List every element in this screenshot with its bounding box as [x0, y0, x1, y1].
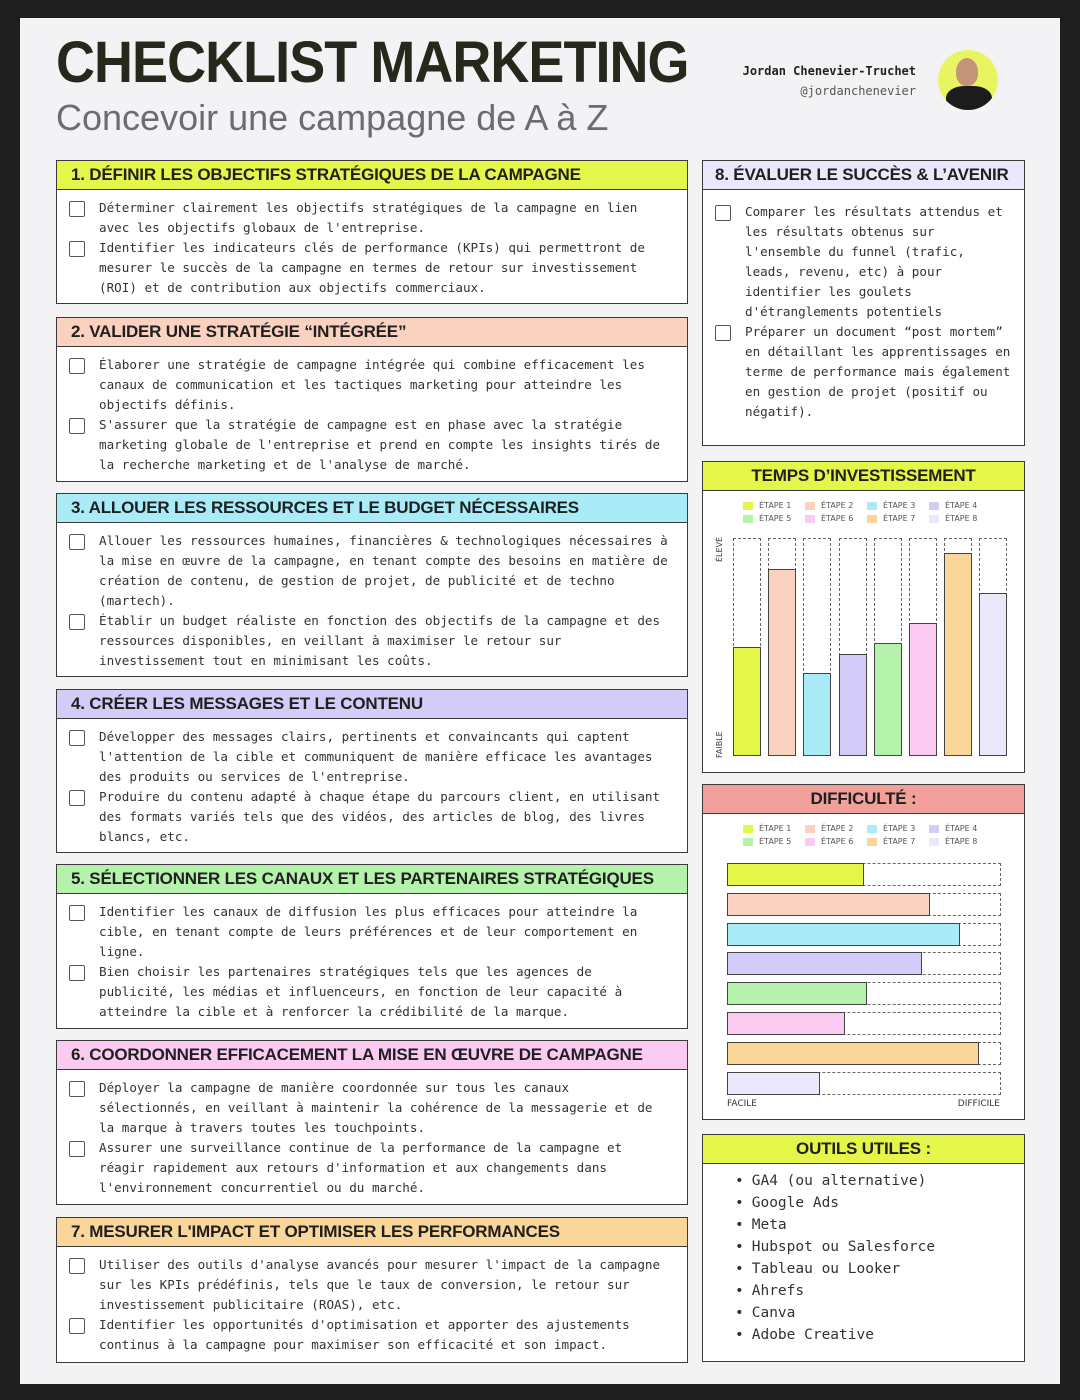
legend-item	[929, 514, 991, 523]
checklist-item-text: Établir un budget réaliste en fonction des objectifs de la campagne et des ressources disponibles, en veillant à maximiser le retour sur investissement tout en minimisant les coûts.	[99, 613, 661, 668]
legend-item	[805, 824, 867, 833]
time-investment-chart-card	[702, 461, 1025, 773]
section-6-title: 6. COORDONNER EFFICACEMENT LA MISE EN ŒUVRE DE CAMPAGNE	[57, 1041, 687, 1070]
bar-track	[727, 1072, 1001, 1095]
legend-item	[929, 501, 991, 510]
checklist-item-text: S'assurer que la stratégie de campagne est en phase avec la stratégie marketing globale de l'entreprise et prend en compte les insights tirés de la recherche marketing et de l'analyse de marché.	[99, 417, 661, 472]
legend-label: ÉTAPE 1	[759, 501, 792, 510]
bar	[909, 623, 937, 756]
y-axis-label-low: FAIBLE	[715, 731, 724, 758]
checklist-item-text: Assurer une surveillance continue de la performance de la campagne et réagir rapidement aux retours d'information et aux changements dans l'environnement concurrentiel ou du marché.	[99, 1140, 623, 1195]
legend-item	[743, 824, 805, 833]
checkbox[interactable]	[69, 241, 85, 257]
legend-item	[929, 837, 991, 846]
section-1-title: 1. DÉFINIR LES OBJECTIFS STRATÉGIQUES DE LA CAMPAGNE	[57, 161, 687, 190]
checklist-item-text: Comparer les résultats attendus et les résultats obtenus sur l'ensemble du funnel (trafic, leads, revenu, etc) à pour identifier les goulets d'étranglements potentiels	[745, 204, 1003, 319]
checklist-item-text: Préparer un document “post mortem” en détaillant les apprentissages en terme de performance mais également en gestion de projet (positif ou négatif).	[745, 324, 1011, 419]
checklist-item	[69, 1078, 675, 1138]
checklist-item	[69, 1315, 675, 1355]
legend-item	[805, 514, 867, 523]
legend-label: ÉTAPE 7	[883, 514, 916, 523]
legend-label: ÉTAPE 4	[945, 824, 978, 833]
legend-swatch	[743, 838, 753, 846]
tools-title: OUTILS UTILES :	[703, 1135, 1024, 1164]
bar	[727, 982, 867, 1005]
section-7-card	[56, 1217, 688, 1363]
chart-title: DIFFICULTÉ :	[703, 785, 1024, 814]
chart-legend	[703, 491, 1024, 523]
bar	[733, 647, 761, 756]
checklist-item	[69, 611, 675, 671]
bar	[727, 863, 864, 886]
section-5-card	[56, 864, 688, 1029]
legend-swatch	[929, 502, 939, 510]
legend-item	[743, 837, 805, 846]
checkbox[interactable]	[69, 905, 85, 921]
bar	[768, 569, 796, 756]
checkbox[interactable]	[69, 790, 85, 806]
bar-track	[979, 538, 1007, 756]
bar-track	[727, 1012, 1001, 1035]
checklist-item	[69, 962, 675, 1022]
checkbox[interactable]	[715, 205, 731, 221]
legend-label: ÉTAPE 3	[883, 501, 916, 510]
bar-track	[727, 863, 1001, 886]
x-axis-label-low: FACILE	[727, 1099, 757, 1109]
checkbox[interactable]	[69, 614, 85, 630]
author-block	[743, 64, 916, 98]
section-3-card	[56, 493, 688, 677]
legend-swatch	[805, 502, 815, 510]
legend-label: ÉTAPE 5	[759, 514, 792, 523]
legend-label: ÉTAPE 1	[759, 824, 792, 833]
bar	[727, 1072, 820, 1095]
checklist-item	[69, 902, 675, 962]
legend-item	[867, 837, 929, 846]
bar	[944, 553, 972, 756]
checklist-item-text: Identifier les indicateurs clés de performance (KPIs) qui permettront de mesurer le succès de la campagne en termes de retour sur investissement (ROI) et de contribution aux objectifs commerciaux.	[99, 240, 645, 295]
x-axis-label-high: DIFFICILE	[957, 1099, 1000, 1109]
legend-label: ÉTAPE 2	[821, 824, 854, 833]
bar-track	[733, 538, 761, 756]
checkbox[interactable]	[69, 418, 85, 434]
tool-item: • Tableau ou Looker	[735, 1258, 1024, 1280]
section-8-title: 8. ÉVALUER LE SUCCÈS & L’AVENIR	[703, 161, 1024, 190]
bar	[803, 673, 831, 756]
checkbox[interactable]	[69, 1258, 85, 1274]
legend-swatch	[867, 838, 877, 846]
checklist-item-text: Produire du contenu adapté à chaque étape du parcours client, en utilisant des formats variés tels que des vidéos, des articles de blog, des livres blancs, etc.	[99, 789, 661, 844]
legend-item	[867, 514, 929, 523]
checklist-item-text: Utiliser des outils d'analyse avancés pour mesurer l'impact de la campagne sur les KPIs prédéfinis, tels que le taux de conversion, le retour sur investissement publicitaire (ROAS), etc.	[99, 1257, 661, 1312]
checklist-item	[69, 1138, 675, 1198]
section-8-card	[702, 160, 1025, 446]
checkbox[interactable]	[69, 1141, 85, 1157]
tools-list	[703, 1164, 1024, 1346]
legend-item	[805, 837, 867, 846]
bar-track	[768, 538, 796, 756]
section-3-title: 3. ALLOUER LES RESSOURCES ET LE BUDGET NÉCESSAIRES	[57, 494, 687, 523]
legend-swatch	[805, 825, 815, 833]
y-axis-label-high: ÉLEVÉ	[715, 536, 724, 562]
bar-track	[727, 952, 1001, 975]
checklist-item-text: Identifier les opportunités d'optimisation et apporter des ajustements continus à la campagne pour maximiser son efficacité et son impact.	[99, 1317, 630, 1352]
legend-label: ÉTAPE 8	[945, 837, 978, 846]
bar	[727, 1042, 979, 1065]
checklist-item	[715, 322, 1012, 422]
section-2-card	[56, 317, 688, 482]
section-6-card	[56, 1040, 688, 1205]
author-name: Jordan Chenevier-Truchet	[742, 64, 916, 78]
legend-swatch	[929, 838, 939, 846]
section-7-title: 7. MESURER L'IMPACT ET OPTIMISER LES PERFORMANCES	[57, 1218, 687, 1247]
checklist-item	[69, 787, 675, 847]
legend-swatch	[805, 838, 815, 846]
avatar-head-shape	[956, 58, 978, 86]
bar	[839, 654, 867, 756]
legend-swatch	[929, 515, 939, 523]
bar-track	[944, 538, 972, 756]
bar	[979, 593, 1007, 757]
legend-item	[867, 501, 929, 510]
section-1-card	[56, 160, 688, 304]
bar-track	[727, 982, 1001, 1005]
bar-track	[874, 538, 902, 756]
checkbox[interactable]	[715, 325, 731, 341]
checklist-item-text: Bien choisir les partenaires stratégiques tels que les agences de publicité, les médias et influenceurs, en fonction de leur capacité à atteindre la cible et à renforcer la crédibilité de la marque.	[99, 964, 623, 1019]
legend-label: ÉTAPE 2	[821, 501, 854, 510]
checkbox[interactable]	[69, 1318, 85, 1334]
checklist-item	[69, 355, 675, 415]
legend-item	[805, 501, 867, 510]
checkbox[interactable]	[69, 1081, 85, 1097]
bar	[727, 923, 960, 946]
checklist-item	[69, 727, 675, 787]
checklist-item	[69, 238, 675, 298]
section-4-card	[56, 689, 688, 853]
chart-legend	[703, 814, 1024, 846]
bar	[727, 1012, 845, 1035]
tool-item: • GA4 (ou alternative)	[735, 1170, 1024, 1192]
legend-swatch	[929, 825, 939, 833]
legend-label: ÉTAPE 5	[759, 837, 792, 846]
bar	[727, 893, 930, 916]
page-title: CHECKLIST MARKETING	[56, 30, 689, 95]
bar	[727, 952, 922, 975]
checkbox[interactable]	[69, 730, 85, 746]
bar-track	[727, 1042, 1001, 1065]
checklist-item-text: Développer des messages clairs, pertinents et convaincants qui captent l'attention de la cible et communiquent de manière efficace les avantages des produits ou services de l'entreprise.	[99, 729, 653, 784]
legend-swatch	[867, 825, 877, 833]
legend-item	[867, 824, 929, 833]
tool-item: • Canva	[735, 1302, 1024, 1324]
checklist-item	[69, 415, 675, 475]
legend-label: ÉTAPE 7	[883, 837, 916, 846]
checkbox[interactable]	[69, 358, 85, 374]
bar-track	[839, 538, 867, 756]
checklist-item-text: Déployer la campagne de manière coordonnée sur tous les canaux sélectionnés, en veillant à maintenir la cohérence de la messagerie et de la marque à travers toutes les touchpoints.	[99, 1080, 653, 1135]
legend-item	[743, 501, 805, 510]
bar-track	[727, 893, 1001, 916]
legend-swatch	[867, 515, 877, 523]
legend-label: ÉTAPE 3	[883, 824, 916, 833]
tool-item: • Meta	[735, 1214, 1024, 1236]
tool-item: • Adobe Creative	[735, 1324, 1024, 1346]
legend-item	[743, 514, 805, 523]
checklist-item-text: Déterminer clairement les objectifs stratégiques de la campagne en lien avec les objectifs globaux de l'entreprise.	[99, 200, 638, 235]
bar-track	[803, 538, 831, 756]
page-subtitle: Concevoir une campagne de A à Z	[56, 97, 609, 138]
legend-swatch	[743, 825, 753, 833]
legend-item	[929, 824, 991, 833]
legend-swatch	[867, 502, 877, 510]
checklist-item	[715, 202, 1012, 322]
avatar-body-shape	[946, 86, 992, 110]
legend-label: ÉTAPE 4	[945, 501, 978, 510]
checklist-item-text: Élaborer une stratégie de campagne intégrée qui combine efficacement les canaux de communication et les tactiques marketing pour atteindre les objectifs définis.	[99, 357, 645, 412]
legend-label: ÉTAPE 6	[821, 514, 854, 523]
bar	[874, 643, 902, 756]
bar-track	[909, 538, 937, 756]
checklist-item-text: Identifier les canaux de diffusion les plus efficaces pour atteindre la cible, en tenant compte de leurs préférences et de leur comportement en ligne.	[99, 904, 638, 959]
avatar	[938, 50, 998, 110]
legend-label: ÉTAPE 6	[821, 837, 854, 846]
checkbox[interactable]	[69, 534, 85, 550]
tool-item: • Ahrefs	[735, 1280, 1024, 1302]
section-2-title: 2. VALIDER UNE STRATÉGIE “INTÉGRÉE”	[57, 318, 687, 347]
vertical-bars	[733, 538, 1013, 756]
checklist-item	[69, 531, 675, 611]
section-4-title: 4. CRÉER LES MESSAGES ET LE CONTENU	[57, 690, 687, 719]
section-5-title: 5. SÉLECTIONNER LES CANAUX ET LES PARTENAIRES STRATÉGIQUES	[57, 865, 687, 894]
tools-card	[702, 1134, 1025, 1362]
bar-track	[727, 923, 1001, 946]
difficulty-chart-card	[702, 784, 1025, 1120]
checklist-item	[69, 1255, 675, 1315]
tool-item: • Hubspot ou Salesforce	[735, 1236, 1024, 1258]
chart-title: TEMPS D’INVESTISSEMENT	[703, 462, 1024, 491]
checkbox[interactable]	[69, 201, 85, 217]
checkbox[interactable]	[69, 965, 85, 981]
legend-swatch	[743, 515, 753, 523]
tool-item: • Google Ads	[735, 1192, 1024, 1214]
checklist-item-text: Allouer les ressources humaines, financières & technologiques nécessaires à la mise en œuvre de la campagne, en tenant compte des besoins en matière de création de contenu, de gestion de projet, de publicité et de techno (martech).	[99, 533, 668, 608]
legend-label: ÉTAPE 8	[945, 514, 978, 523]
checklist-item	[69, 198, 675, 238]
legend-swatch	[743, 502, 753, 510]
legend-swatch	[805, 515, 815, 523]
author-handle[interactable]: @jordanchenevier	[800, 84, 916, 98]
